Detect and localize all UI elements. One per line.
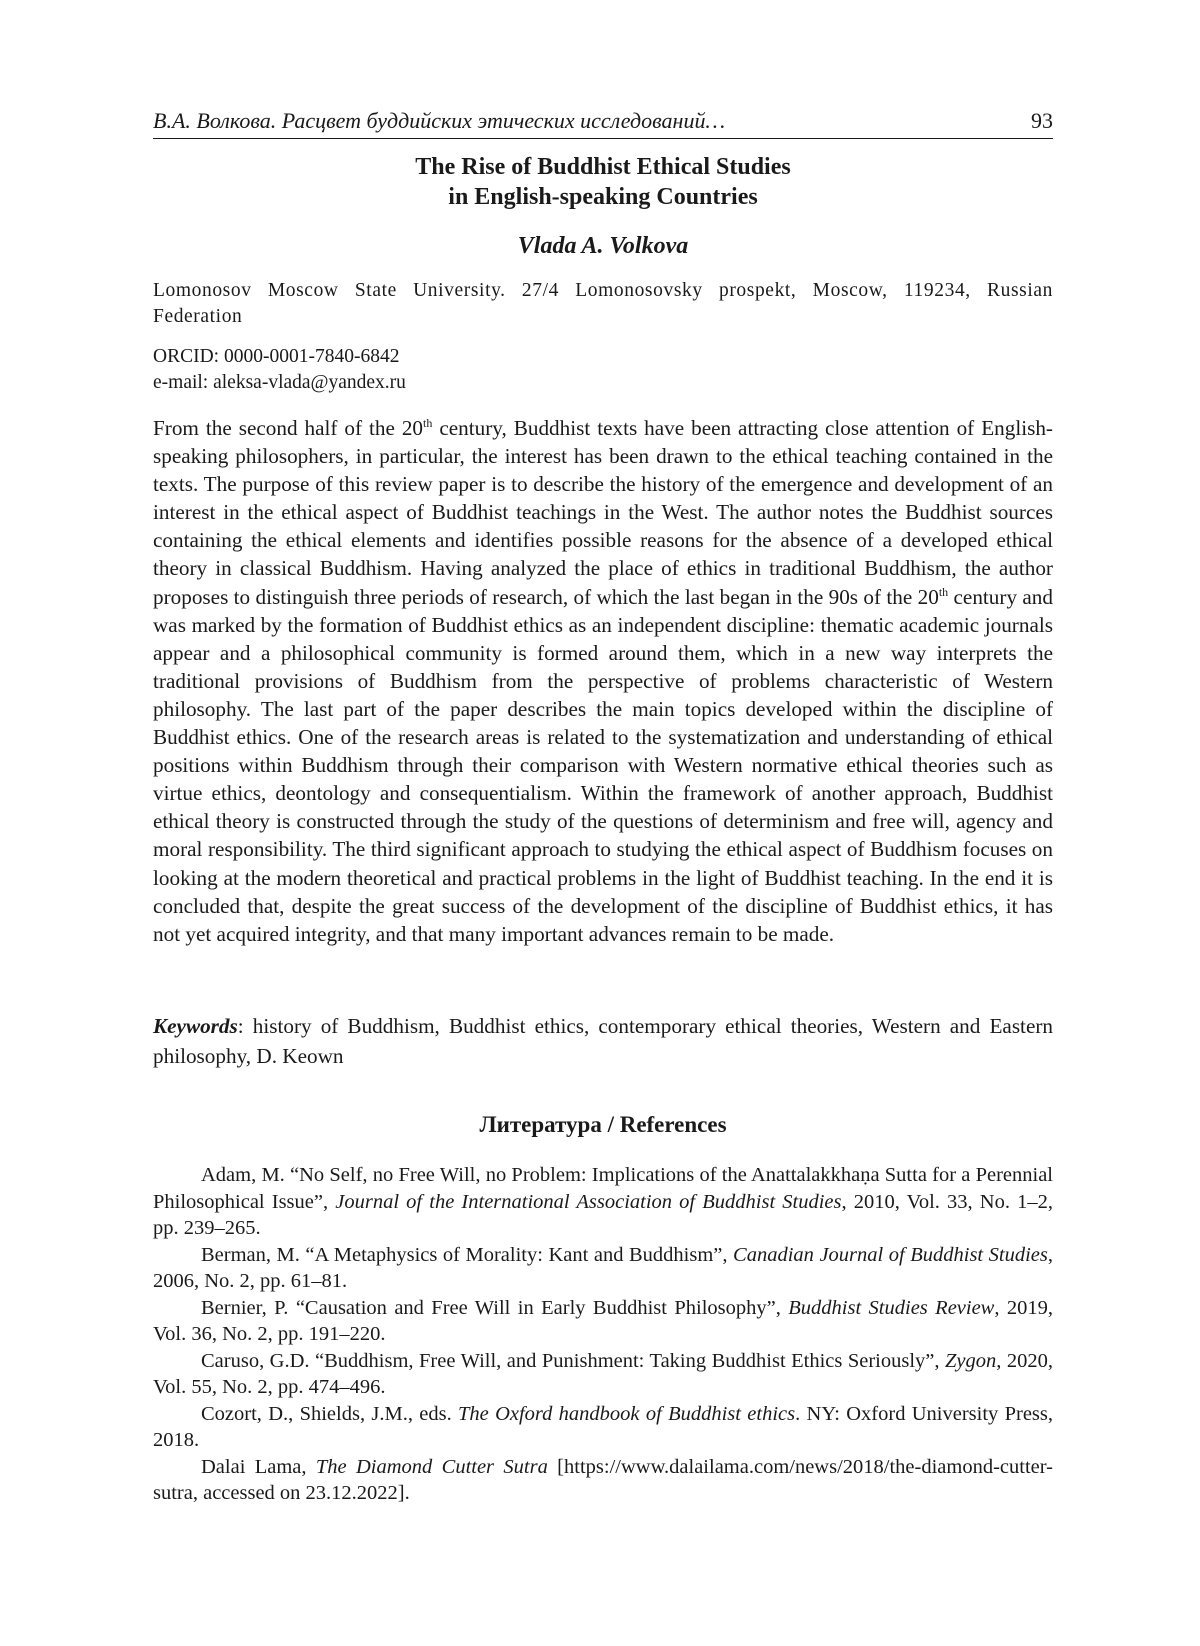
reference-item — [153, 1162, 1053, 1242]
affiliation: Lomonosov Moscow State University. 27/4 Lomonosovsky prospekt, Moscow, 119234, Russian Federation — [153, 280, 1053, 327]
reference-details: , 2010, Vol. 33, No. 1–2, pp. 239–265. — [153, 1190, 1053, 1239]
reference-item — [153, 1295, 1053, 1348]
abstract-superscript-2: th — [938, 584, 949, 599]
reference-source: Journal of the International Association of Buddhist Studies — [335, 1190, 842, 1213]
article-title — [153, 152, 1053, 212]
references-heading: Литература / References — [479, 1112, 727, 1137]
reference-item — [153, 1348, 1053, 1401]
reference-text: Cozort, D., Shields, J.M., eds. — [201, 1402, 459, 1425]
reference-text: Bernier, P. “Causation and Free Will in Early Buddhist Philosophy”, — [201, 1296, 789, 1319]
reference-item — [153, 1401, 1053, 1454]
page-number: 93 — [1031, 108, 1053, 133]
abstract-text-1: From the second half of the 20 — [153, 416, 424, 440]
reference-details: , 2006, No. 2, pp. 61–81. — [153, 1243, 1053, 1292]
references-list — [153, 1162, 1053, 1507]
keywords — [153, 1011, 1053, 1071]
reference-source: Zygon — [945, 1349, 997, 1372]
reference-details: , 2019, Vol. 36, No. 2, pp. 191–220. — [153, 1296, 1054, 1345]
article-title-line-2: in English-speaking Countries — [448, 184, 758, 210]
reference-item — [153, 1454, 1053, 1507]
email: e-mail: aleksa-vlada@yandex.ru — [153, 372, 406, 393]
author-identifiers — [153, 344, 1053, 396]
reference-text: Adam, M. “No Self, no Free Will, no Problem: Implications of the Anattalakkhaṇa Sutta for a Perennial Philosophical Issue”, — [153, 1164, 1053, 1213]
reference-text: Caruso, G.D. “Buddhism, Free Will, and Punishment: Taking Buddhist Ethics Seriously”, — [201, 1349, 946, 1372]
reference-item — [153, 1242, 1053, 1295]
reference-source: Canadian Journal of Buddhist Studies — [733, 1243, 1048, 1266]
keywords-label: Keywords — [153, 1014, 238, 1038]
reference-source: Buddhist Studies Review — [788, 1296, 995, 1319]
reference-details: [https://www.dalailama.com/news/2018/the-diamond-cutter-sutra, accessed on 23.12.2022]. — [153, 1455, 1054, 1504]
abstract — [153, 414, 1053, 948]
reference-source: The Diamond Cutter Sutra — [315, 1455, 548, 1478]
article-title-line-1: The Rise of Buddhist Ethical Studies — [415, 154, 791, 180]
running-head — [153, 108, 1053, 139]
abstract-text-2: century, Buddhist texts have been attracting close attention of English-speaking philosophers, in particular, the interest has been drawn to the ethical teaching contained in the texts. The purpose of this review paper is to describe the history of the emergence and development of an interest in the ethical aspect of Buddhist teachings in the West. The author notes the Buddhist sources containing the ethical elements and identifies possible reasons for the absence of a developed ethical theory in classical Buddhism. Having analyzed the place of ethics in traditional Buddhism, the author proposes to distinguish three periods of research, of which the last began in the 90s of the 20 — [153, 416, 1053, 609]
reference-details: , 2020, Vol. 55, No. 2, pp. 474–496. — [153, 1349, 1053, 1398]
reference-details: . NY: Oxford University Press, 2018. — [153, 1402, 1054, 1451]
author-name: Vlada A. Volkova — [517, 233, 689, 259]
reference-source: The Oxford handbook of Buddhist ethics — [458, 1402, 796, 1425]
abstract-text-3: century and was marked by the formation of Buddhist ethics as an independent discipline: thematic academic journals appear and a philosophical community is formed around them, which in a new way interprets the traditional provisions of Buddhism from the perspective of problems characteristic of Western philosophy. The last part of the paper describes the main topics developed within the discipline of Buddhist ethics. One of the research areas is related to the systematization and understanding of ethical positions within Buddhism through their comparison with Western normative ethical theories such as virtue ethics, deontology and consequentialism. Within the framework of another approach, Buddhist ethical theory is constructed through the study of the questions of determinism and free will, agency and moral responsibility. The third significant approach to studying the ethical aspect of Buddhism focuses on looking at the modern theoretical and practical problems in the light of Buddhist teaching. In the end it is concluded that, despite the great success of the development of the discipline of Buddhist ethics, it has not yet acquired integrity, and that many important advances remain to be made. — [153, 584, 1053, 946]
running-head-title: В.А. Волкова. Расцвет буддийских этических исследований… — [153, 108, 726, 133]
reference-text: Dalai Lama, — [201, 1455, 316, 1478]
abstract-superscript-1: th — [423, 415, 433, 430]
keywords-text: : history of Buddhism, Buddhist ethics, contemporary ethical theories, Western and Eastern philosophy, D. Keown — [153, 1014, 1053, 1068]
orcid: ORCID: 0000-0001-7840-6842 — [153, 346, 400, 367]
reference-text: Berman, M. “A Metaphysics of Morality: Kant and Buddhism”, — [201, 1243, 734, 1266]
